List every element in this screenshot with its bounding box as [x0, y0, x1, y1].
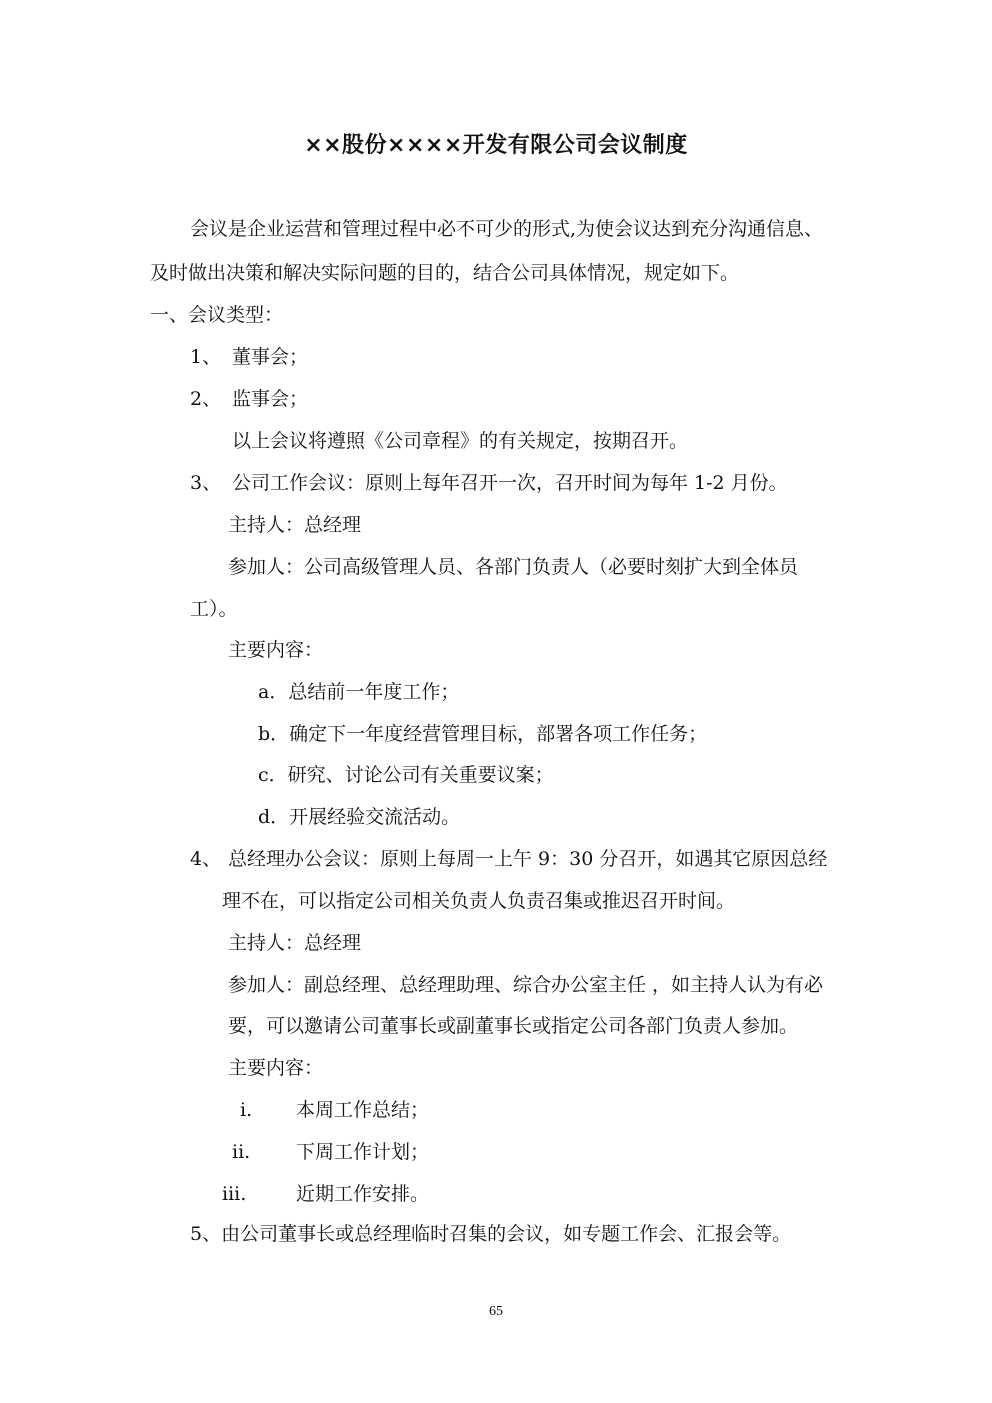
list-item-gm-office-meeting [190, 847, 827, 871]
list-item-number: 3、 [190, 472, 222, 494]
work-meeting-content-label: 主要内容： [228, 639, 324, 661]
work-meeting-content-c: c．研究、讨论公司有关重要议案； [258, 764, 554, 786]
list-item-company-work-meeting [190, 471, 788, 495]
list-item-text: 公司工作会议：原则上每年召开一次，召开时间为每年 1-2 月份。 [232, 472, 788, 494]
gm-office-meeting-content-label: 主要内容： [228, 1057, 324, 1079]
articles-note: 以上会议将遵照《公司章程》的有关规定，按期召开。 [232, 430, 689, 452]
work-meeting-content-b: b．确定下一年度经营管理目标，部署各项工作任务； [258, 723, 708, 745]
gm-office-meeting-attendees-line2: 要，可以邀请公司董事长或副董事长或指定公司各部门负责人参加。 [228, 1015, 799, 1037]
list-item-number: iii. [222, 1183, 247, 1205]
list-item-text: 董事会； [232, 346, 309, 368]
document-title: ××股份××××开发有限公司会议制度 [304, 133, 688, 158]
list-item-board-of-directors [190, 345, 308, 369]
section-heading-meeting-types: 一、会议类型： [150, 304, 284, 326]
work-meeting-content-d: d．开展经验交流活动。 [258, 806, 461, 828]
work-meeting-host: 主持人：总经理 [228, 514, 362, 536]
list-item-number: 2、 [190, 388, 222, 410]
list-item-text: 总经理办公会议：原则上每周一上午 9：30 分召开，如遇其它原因总经 [228, 848, 828, 870]
intro-paragraph-line1: 会议是企业运营和管理过程中必不可少的形式,为使会议达到充分沟通信息、 [190, 218, 824, 240]
intro-paragraph-line2: 及时做出决策和解决实际问题的目的，结合公司具体情况，规定如下。 [150, 262, 740, 284]
list-item-ad-hoc-meeting: 5、由公司董事长或总经理临时召集的会议，如专题工作会、汇报会等。 [190, 1223, 792, 1245]
list-item-number: 1、 [190, 346, 222, 368]
page-number: 65 [489, 1304, 503, 1319]
gm-office-meeting-content-i [240, 1098, 429, 1122]
work-meeting-content-a: a．总结前一年度工作； [258, 681, 460, 703]
work-meeting-attendees-line2: 工）。 [190, 598, 238, 620]
list-item-number: i. [240, 1099, 253, 1121]
gm-office-meeting-content-iii [222, 1182, 429, 1206]
gm-office-meeting-text-line2: 理不在，可以指定公司相关负责人负责召集或推迟召开时间。 [222, 890, 736, 912]
gm-office-meeting-host: 主持人：总经理 [228, 932, 362, 954]
list-item-number: ii. [232, 1141, 251, 1163]
list-item-text: 下周工作计划； [296, 1141, 430, 1163]
gm-office-meeting-attendees-line1: 参加人：副总经理、总经理助理、综合办公室主任 ，如主持人认为有必 [228, 974, 824, 996]
list-item-text: 监事会； [232, 388, 309, 410]
list-item-board-of-supervisors [190, 387, 308, 411]
work-meeting-attendees-line1: 参加人：公司高级管理人员、各部门负责人（必要时刻扩大到全体员 [228, 556, 799, 578]
list-item-number: 4、 [190, 848, 222, 870]
gm-office-meeting-content-ii [232, 1140, 429, 1164]
list-item-text: 本周工作总结； [296, 1099, 430, 1121]
list-item-text: 近期工作安排。 [296, 1183, 430, 1205]
